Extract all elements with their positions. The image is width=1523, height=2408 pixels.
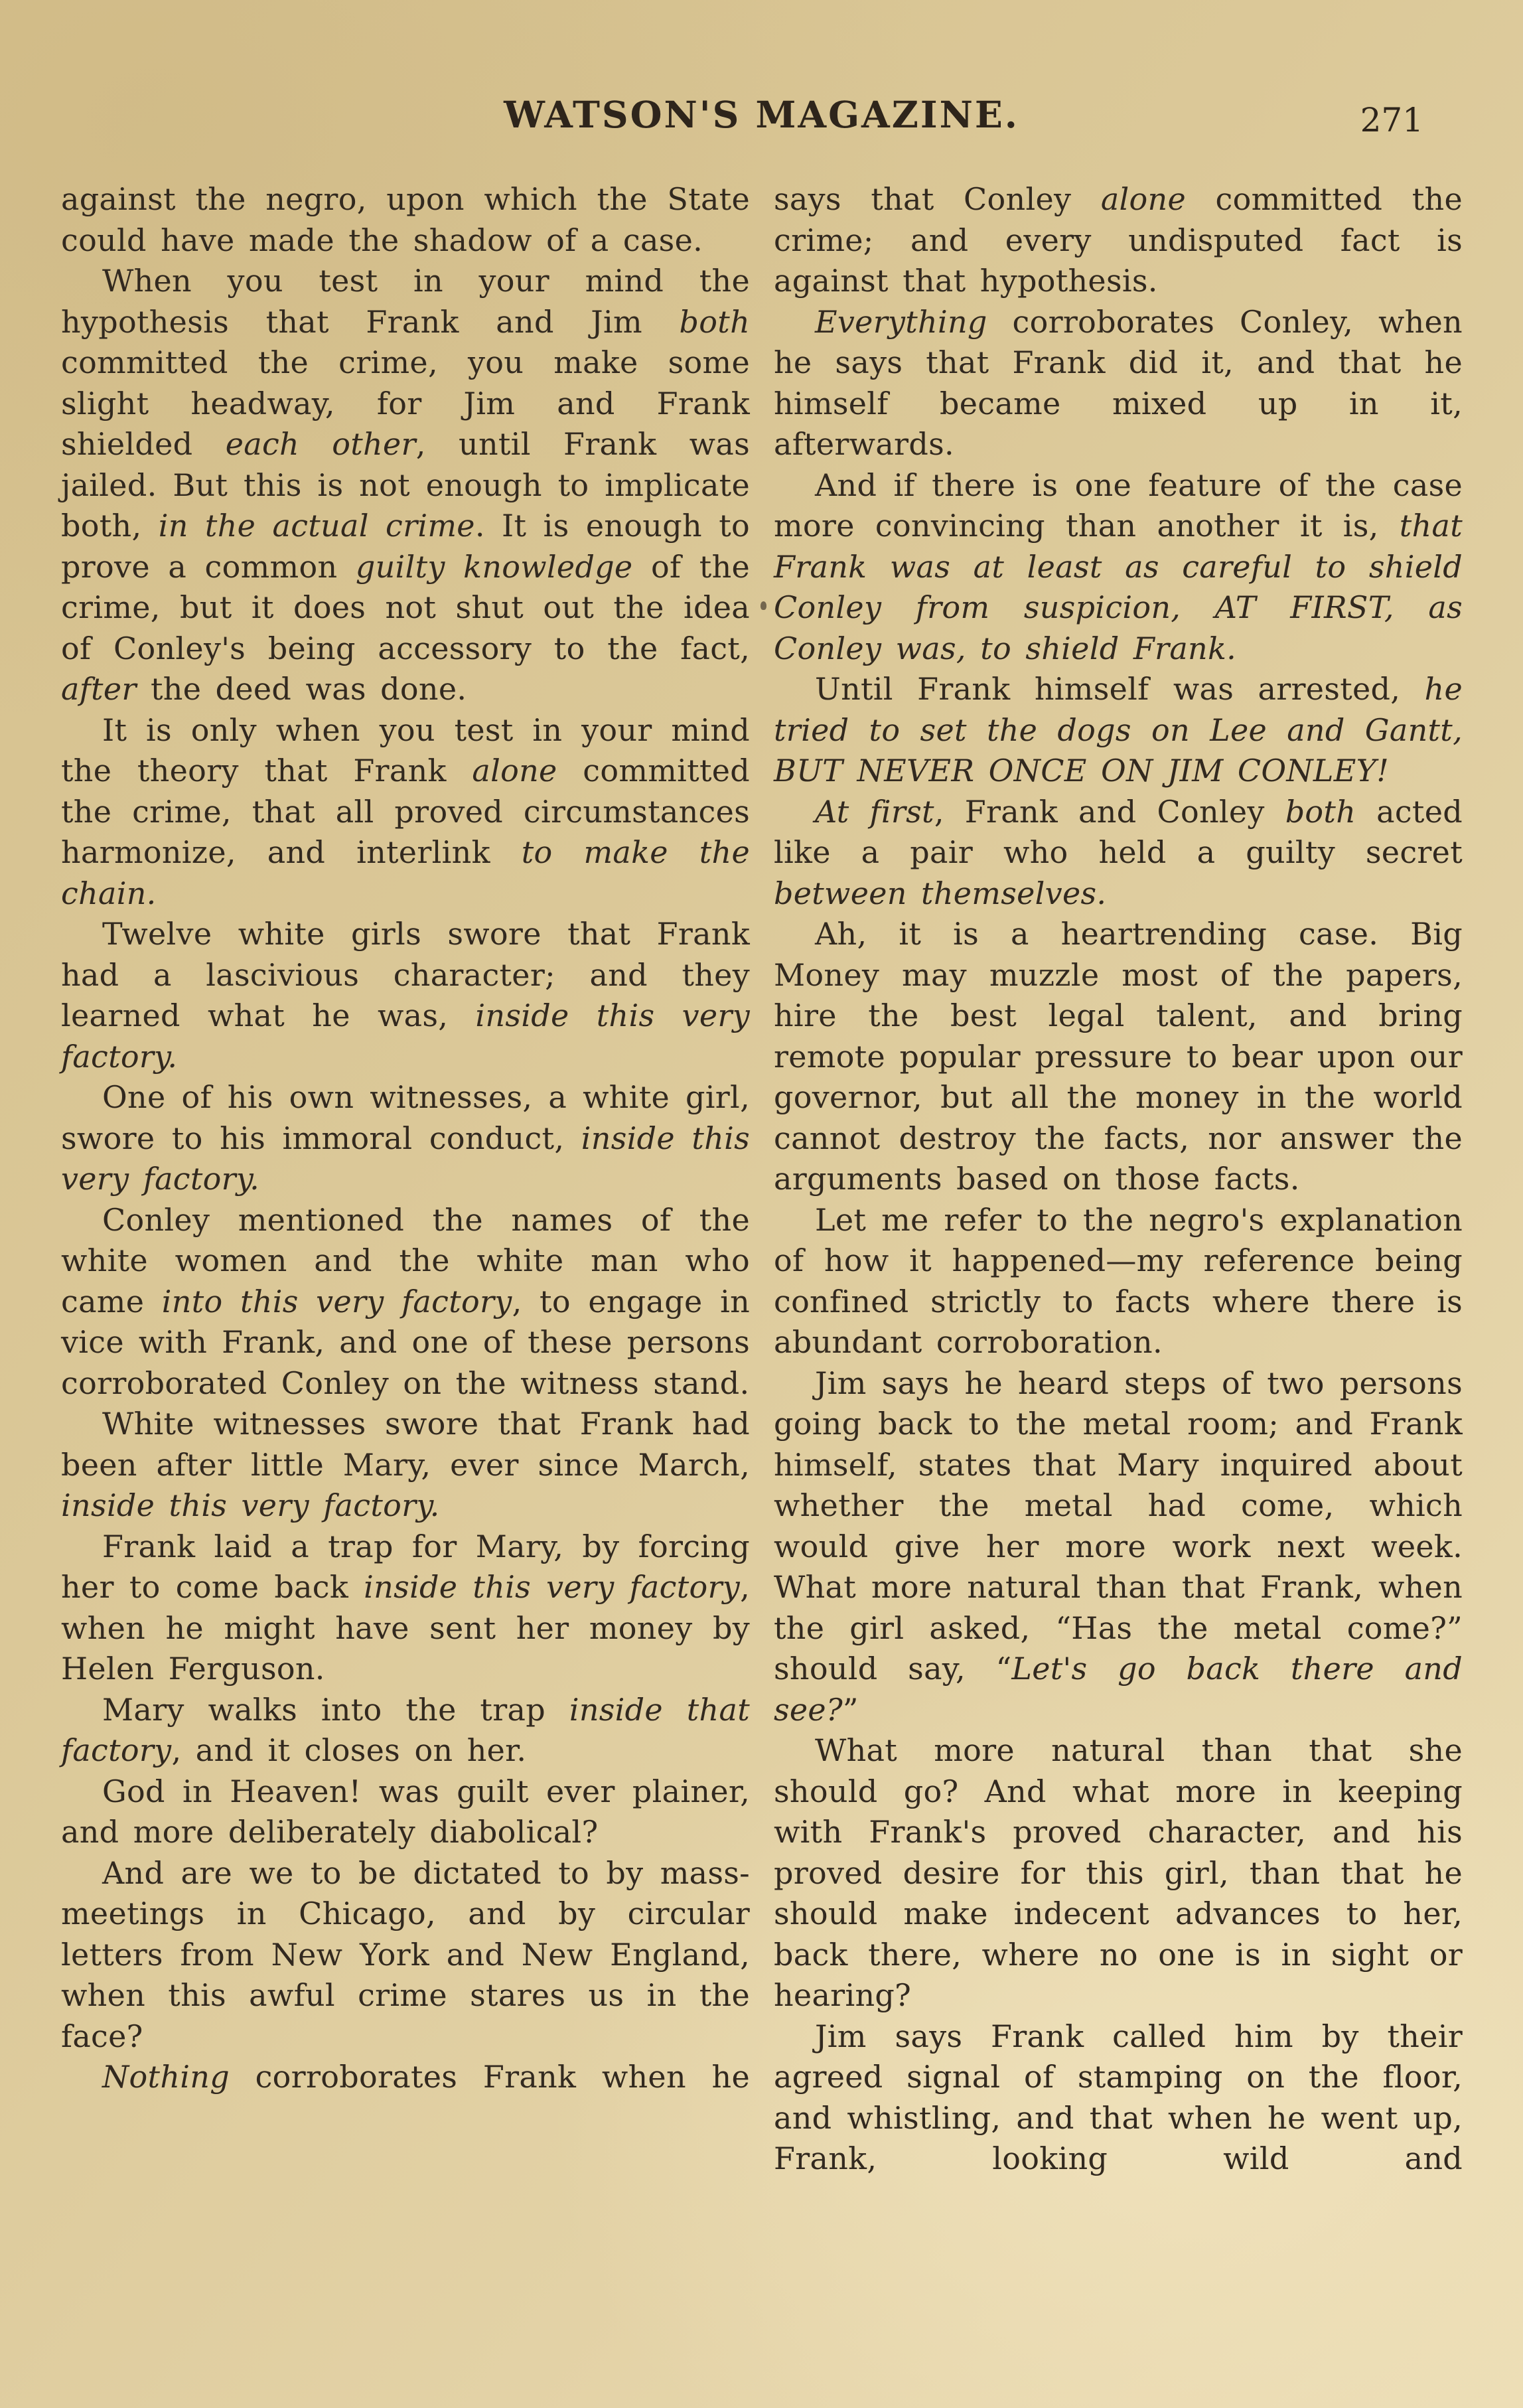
italic-text-segment: inside this very factory. [61, 998, 750, 1075]
text-segment: corroborates Frank when he [229, 2059, 750, 2095]
text-segment: corroborates Conley, when he says that Frank did it, and that he himself became mixed up in it, afterwards. [774, 303, 1463, 462]
italic-text-segment: Nothing [102, 2059, 230, 2095]
paragraph [774, 465, 1463, 670]
text-segment: Let me refer to the negro's explanation of how it happened—my reference being confined strictly to facts where there is abundant corroboration. [774, 1201, 1463, 1360]
paragraph [774, 792, 1463, 915]
text-segment: And if there is one feature of the case more convincing than another it is, [774, 467, 1463, 544]
text-segment: says that Conley [774, 181, 1101, 217]
paragraph [61, 710, 750, 915]
paragraph [774, 1730, 1463, 2016]
text-segment: , when he might have sent her money by Helen Ferguson. [61, 1569, 750, 1687]
italic-text-segment: after [61, 671, 137, 707]
column-left [61, 179, 750, 2180]
italic-text-segment: into this very factory [161, 1283, 512, 1319]
paragraph [61, 179, 750, 261]
paragraph [774, 2016, 1463, 2180]
text-segment: Conley mentioned the names of the white women and the white man who came [61, 1201, 750, 1319]
text-segment: ” [842, 1691, 859, 1728]
text-segment: God in Heaven! was guilt ever plainer, and more deliberately diabolical? [61, 1773, 750, 1850]
text-segment: , until Frank was jailed. But this is not enough to implicate both, [61, 426, 750, 544]
text-segment: . It is enough to prove a common [61, 508, 750, 585]
text-segment: of the crime, but it does not shut out the idea of Conley's being accessory to the fact, [61, 548, 751, 666]
italic-text-segment: that Frank was at least as careful to shield Conley from suspicion, AT FIRST, as Conley was, to shield Frank. [774, 508, 1463, 666]
text-segment: the deed was done. [136, 671, 467, 707]
ink-blot-mark [761, 601, 766, 610]
text-segment: acted like a pair who held a guilty secret [774, 793, 1463, 870]
paragraph [61, 1077, 750, 1200]
text-segment: committed the crime; and every undisputed fact is against that hypothesis. [774, 181, 1463, 299]
paragraph [61, 914, 750, 1077]
page-header [0, 93, 1523, 153]
text-segment: Jim says Frank called him by their agreed signal of stamping on the floor, and whistling, and that when he went up, Frank, looking wild and [774, 2018, 1463, 2176]
italic-text-segment: alone [472, 753, 557, 789]
italic-text-segment: he tried to set the dogs on Lee and Gantt, BUT NEVER ONCE ON JIM CONLEY! [774, 671, 1463, 789]
text-columns [61, 179, 1463, 2180]
text-segment: Until Frank himself was arrested, [815, 671, 1425, 707]
paragraph [61, 1690, 750, 1771]
italic-text-segment: between themselves. [774, 875, 1107, 911]
italic-text-segment: At first [815, 793, 934, 830]
italic-text-segment: inside this very factory [364, 1569, 741, 1605]
paragraph [61, 1853, 750, 2058]
italic-text-segment: inside this very factory. [61, 1487, 440, 1523]
text-segment: What more natural than that she should go? And what more in keeping with Frank's proved character, and his proved desire for this girl, than that he should make indecent advances to her, back there, where no one is in sight or hearing? [774, 1732, 1463, 2013]
italic-text-segment: to make the chain. [61, 834, 750, 911]
text-segment: Jim says he heard steps of two persons going back to the metal room; and Frank himself, states that Mary inquired about whether the metal had come, which would give her more work next week. What more natural than that Frank, when the girl asked, “Has the metal come?” should say, “ [774, 1365, 1463, 1687]
paragraph [774, 914, 1463, 1200]
page-number: 271 [1360, 101, 1423, 139]
paragraph [774, 1363, 1463, 1731]
column-right [774, 179, 1463, 2180]
italic-text-segment: inside this very factory. [61, 1120, 750, 1197]
text-segment: , and it closes on her. [171, 1732, 527, 1768]
italic-text-segment: inside that factory [61, 1691, 750, 1768]
text-segment: Mary walks into the trap [102, 1691, 569, 1728]
italic-text-segment: each other [225, 426, 416, 462]
italic-text-segment: guilty knowledge [355, 548, 633, 585]
italic-text-segment: Everything [815, 303, 987, 340]
paragraph [61, 1771, 750, 1853]
paragraph [61, 261, 750, 710]
text-segment: committed the crime, that all proved circumstances harmonize, and interlink [61, 753, 751, 870]
italic-text-segment: both [679, 303, 750, 340]
paragraph [61, 1200, 750, 1404]
magazine-title: WATSON'S MAGAZINE. [504, 93, 1019, 136]
paragraph [774, 179, 1463, 302]
italic-text-segment: Let's go back there and see? [774, 1651, 1463, 1728]
paragraph [61, 2057, 750, 2098]
text-segment: , to engage in vice with Frank, and one of these persons corroborated Conley on the witness stand. [61, 1283, 751, 1401]
paragraph [774, 302, 1463, 465]
text-segment: Frank laid a trap for Mary, by forcing her to come back [61, 1528, 750, 1605]
text-segment: It is only when you test in your mind the theory that Frank [61, 712, 750, 789]
text-segment: , Frank and Conley [934, 793, 1285, 830]
paragraph [774, 669, 1463, 792]
text-segment: Ah, it is a heartrending case. Big Money may muzzle most of the papers, hire the best legal talent, and bring remote popular pressure to bear upon our governor, but all the money in the world cannot destroy the facts, nor answer the arguments based on those facts. [774, 916, 1463, 1197]
italic-text-segment: alone [1100, 181, 1186, 217]
italic-text-segment: in the actual crime [158, 508, 475, 544]
text-segment: One of his own witnesses, a white girl, swore to his immoral conduct, [61, 1079, 750, 1156]
text-segment: against the negro, upon which the State could have made the shadow of a case. [61, 181, 750, 258]
text-segment: Twelve white girls swore that Frank had a lascivious character; and they learned what he was, [61, 916, 750, 1033]
text-segment: committed the crime, you make some slight headway, for Jim and Frank shielded [61, 344, 750, 462]
paragraph [774, 1200, 1463, 1363]
paragraph [61, 1527, 750, 1690]
text-segment: And are we to be dictated to by mass-meetings in Chicago, and by circular letters from New York and New England, when this awful crime stares us in the face? [61, 1854, 750, 2054]
text-segment: White witnesses swore that Frank had been after little Mary, ever since March, [61, 1406, 750, 1483]
paragraph [61, 1404, 750, 1527]
text-segment: When you test in your mind the hypothesis that Frank and Jim [61, 263, 750, 340]
italic-text-segment: both [1285, 793, 1356, 830]
